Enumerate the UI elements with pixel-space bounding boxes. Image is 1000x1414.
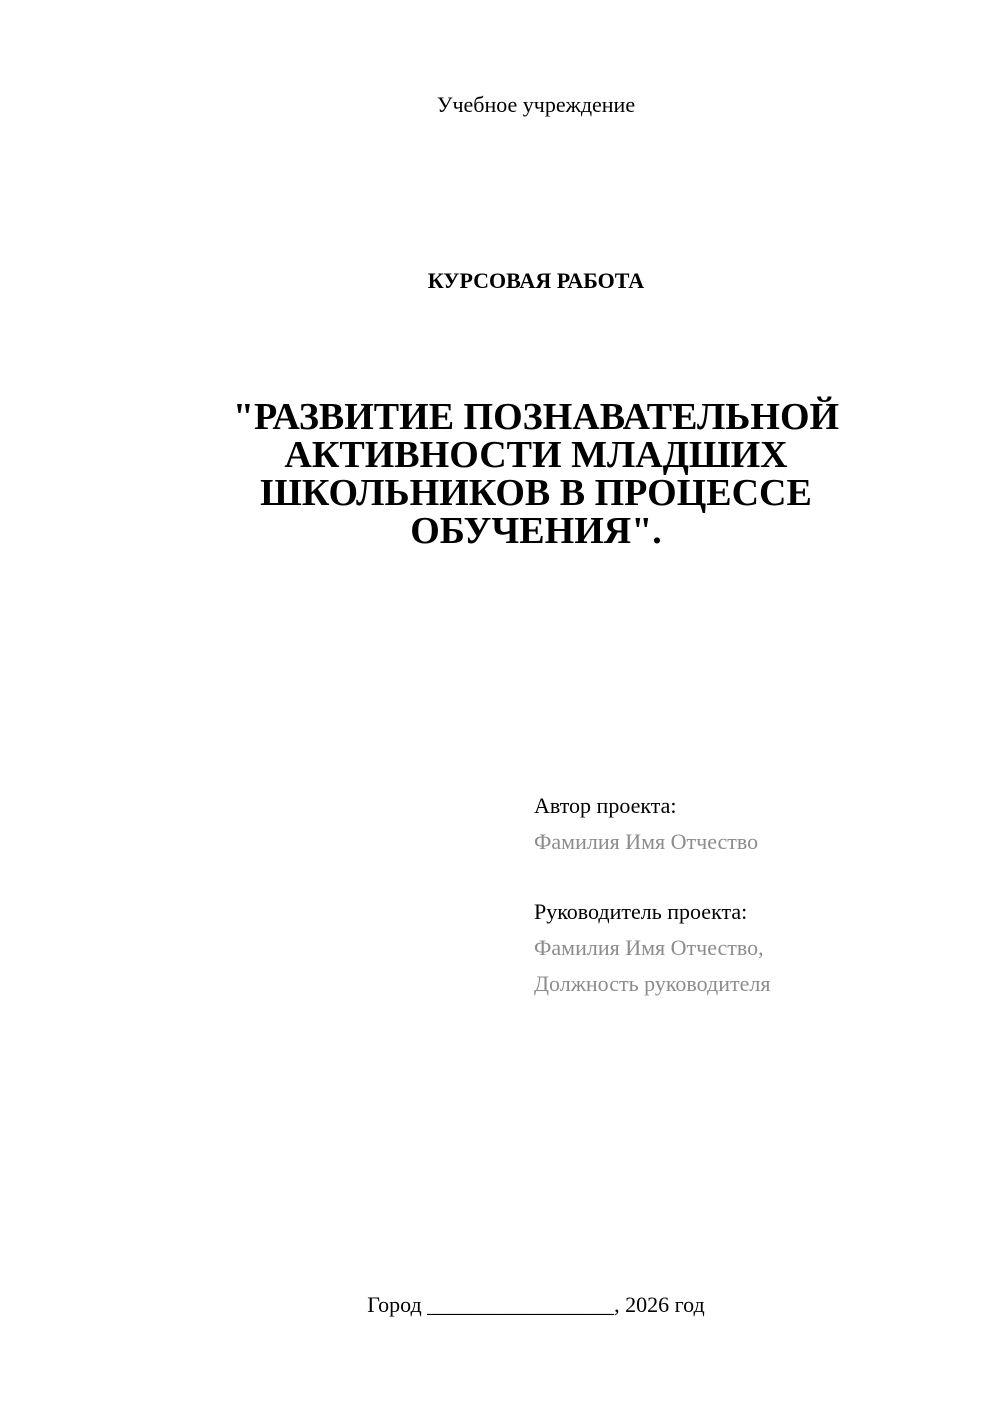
author-name: Фамилия Имя Отчество	[534, 829, 759, 854]
work-title-line: АКТИВНОСТИ МЛАДШИХ	[284, 434, 788, 476]
work-title-line: ОБУЧЕНИЯ".	[410, 510, 662, 552]
work-title-line: ШКОЛЬНИКОВ В ПРОЦЕССЕ	[260, 472, 812, 514]
work-title	[210, 398, 862, 550]
author-label: Автор проекта:	[534, 793, 677, 818]
spacer	[534, 860, 974, 894]
supervisor-name: Фамилия Имя Отчество,	[534, 935, 764, 960]
document-type: КУРСОВАЯ РАБОТА	[427, 268, 645, 293]
city-year-line: Город _________________, 2026 год	[367, 1292, 705, 1317]
work-title-line: "РАЗВИТИЕ ПОЗНАВАТЕЛЬНОЙ	[232, 396, 840, 438]
authors-block	[534, 788, 974, 1002]
supervisor-position: Должность руководителя	[534, 971, 771, 996]
supervisor-label: Руководитель проекта:	[534, 899, 748, 924]
institution-name: Учебное учреждение	[436, 92, 636, 117]
